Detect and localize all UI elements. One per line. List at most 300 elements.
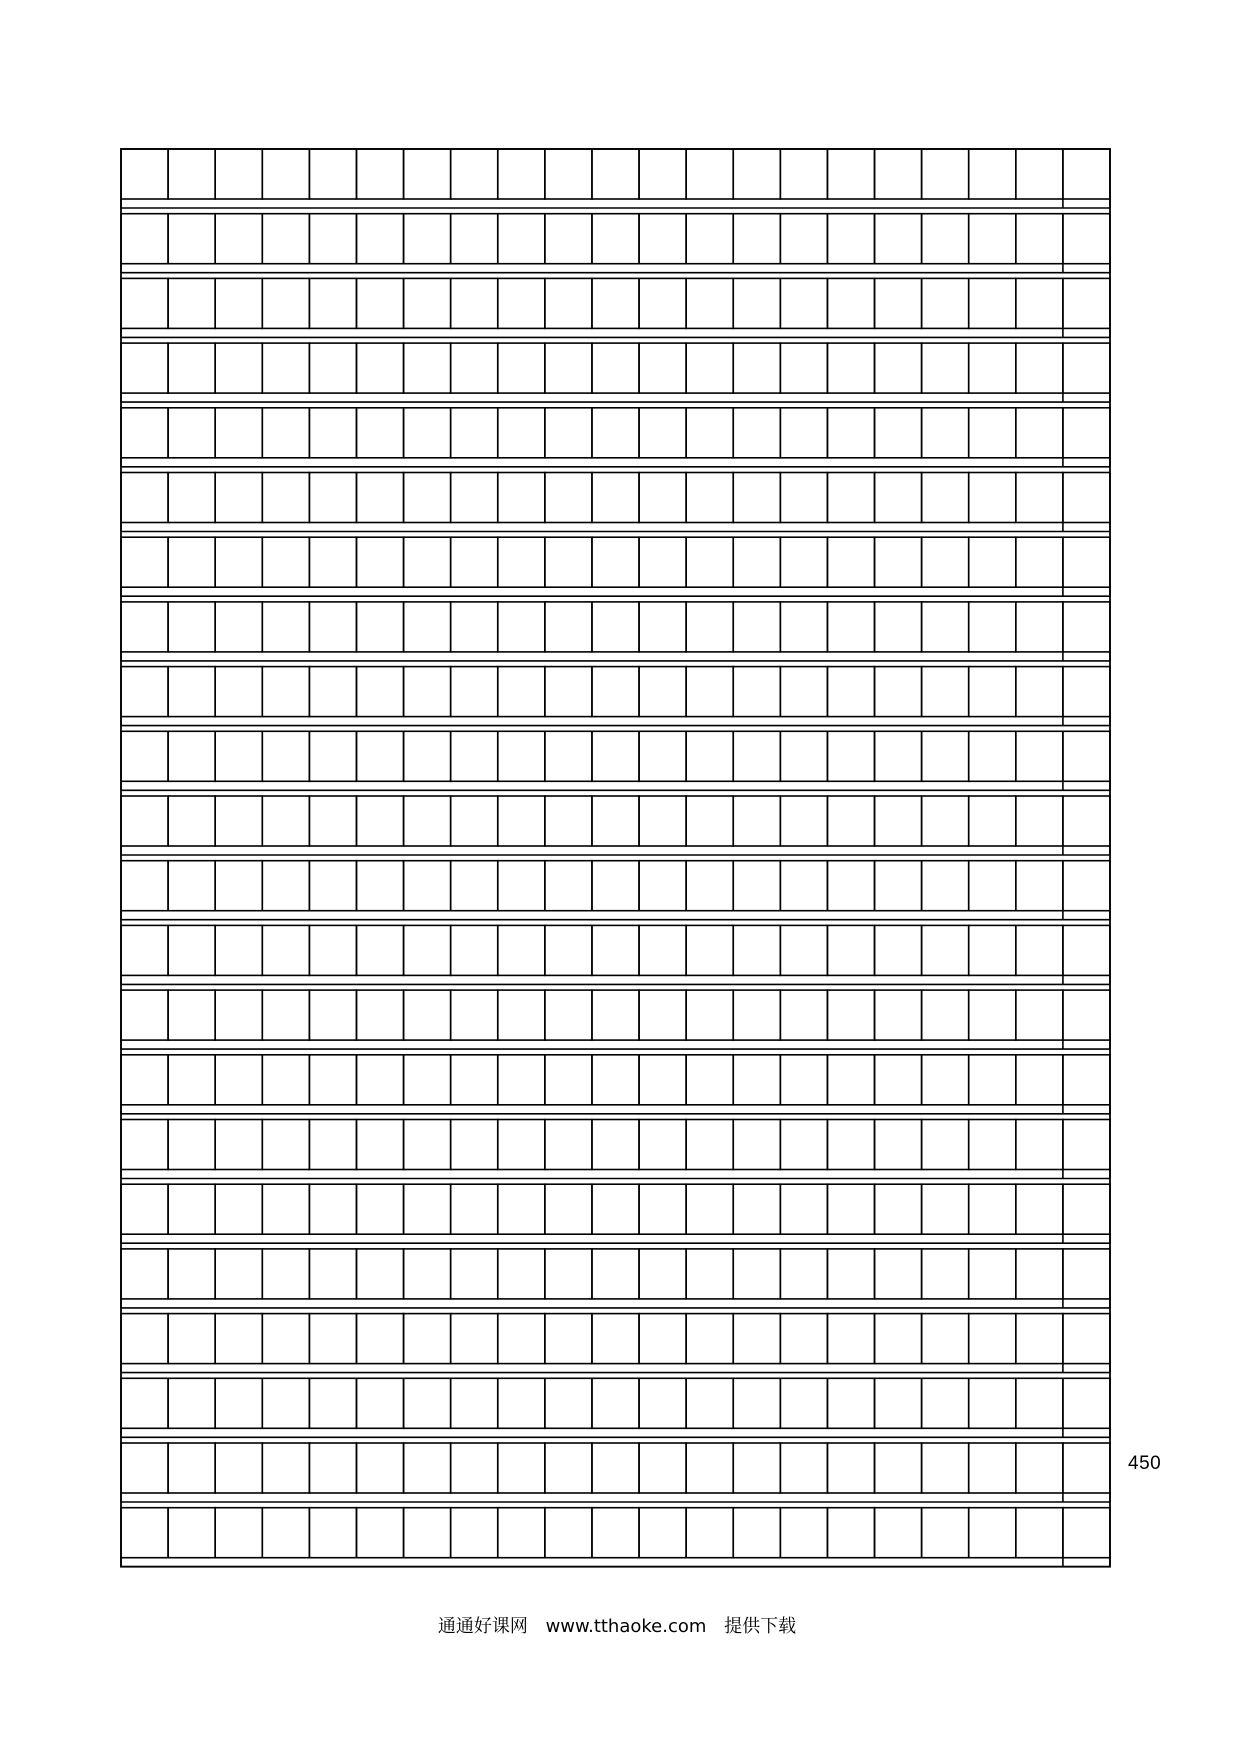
grid-cell[interactable] (733, 214, 780, 264)
grid-cell[interactable] (639, 796, 686, 846)
grid-cell[interactable] (592, 1055, 639, 1105)
grid-cell[interactable] (121, 1314, 168, 1364)
grid-cell[interactable] (969, 1184, 1016, 1234)
grid-cell[interactable] (592, 731, 639, 781)
grid-cell[interactable] (733, 1184, 780, 1234)
grid-cell[interactable] (639, 602, 686, 652)
grid-cell[interactable] (545, 278, 592, 328)
grid-cell[interactable] (121, 408, 168, 458)
grid-cell[interactable] (545, 731, 592, 781)
grid-cell[interactable] (545, 1055, 592, 1105)
grid-cell[interactable] (780, 1378, 827, 1428)
grid-cell[interactable] (1016, 473, 1063, 523)
grid-cell[interactable] (969, 214, 1016, 264)
grid-cell[interactable] (356, 602, 403, 652)
grid-cell[interactable] (969, 343, 1016, 393)
grid-cell[interactable] (262, 925, 309, 975)
grid-cell[interactable] (404, 473, 451, 523)
grid-cell[interactable] (356, 1055, 403, 1105)
grid-cell[interactable] (733, 1249, 780, 1299)
grid-cell[interactable] (1063, 925, 1110, 975)
grid-cell[interactable] (686, 1249, 733, 1299)
grid-cell[interactable] (780, 1508, 827, 1558)
grid-cell[interactable] (875, 667, 922, 717)
grid-cell[interactable] (922, 1184, 969, 1234)
grid-cell[interactable] (733, 1443, 780, 1493)
grid-cell[interactable] (545, 990, 592, 1040)
grid-cell[interactable] (875, 925, 922, 975)
grid-cell[interactable] (875, 408, 922, 458)
grid-cell[interactable] (121, 667, 168, 717)
grid-cell[interactable] (545, 537, 592, 587)
grid-cell[interactable] (827, 1314, 874, 1364)
grid-cell[interactable] (356, 861, 403, 911)
grid-cell[interactable] (969, 1443, 1016, 1493)
grid-cell[interactable] (404, 408, 451, 458)
grid-cell[interactable] (215, 1120, 262, 1170)
grid-cell[interactable] (404, 1314, 451, 1364)
grid-cell[interactable] (309, 214, 356, 264)
grid-cell[interactable] (121, 1249, 168, 1299)
grid-cell[interactable] (309, 731, 356, 781)
grid-cell[interactable] (922, 990, 969, 1040)
grid-cell[interactable] (827, 925, 874, 975)
grid-cell[interactable] (121, 278, 168, 328)
grid-cell[interactable] (639, 473, 686, 523)
grid-cell[interactable] (309, 602, 356, 652)
grid-cell[interactable] (404, 1508, 451, 1558)
grid-cell[interactable] (404, 1378, 451, 1428)
grid-cell[interactable] (969, 149, 1016, 199)
grid-cell[interactable] (121, 149, 168, 199)
grid-cell[interactable] (309, 537, 356, 587)
grid-cell[interactable] (1063, 1378, 1110, 1428)
grid-cell[interactable] (639, 537, 686, 587)
grid-cell[interactable] (1016, 1378, 1063, 1428)
grid-cell[interactable] (1063, 796, 1110, 846)
grid-cell[interactable] (1063, 1184, 1110, 1234)
grid-cell[interactable] (121, 1120, 168, 1170)
grid-cell[interactable] (639, 214, 686, 264)
grid-cell[interactable] (1063, 1508, 1110, 1558)
grid-cell[interactable] (1063, 1314, 1110, 1364)
grid-cell[interactable] (498, 925, 545, 975)
grid-cell[interactable] (309, 1120, 356, 1170)
grid-cell[interactable] (545, 1249, 592, 1299)
grid-cell[interactable] (451, 408, 498, 458)
grid-cell[interactable] (451, 667, 498, 717)
grid-cell[interactable] (262, 667, 309, 717)
grid-cell[interactable] (404, 214, 451, 264)
grid-cell[interactable] (498, 1508, 545, 1558)
grid-cell[interactable] (215, 149, 262, 199)
grid-cell[interactable] (827, 1120, 874, 1170)
grid-cell[interactable] (356, 1314, 403, 1364)
grid-cell[interactable] (451, 1249, 498, 1299)
grid-cell[interactable] (309, 667, 356, 717)
grid-cell[interactable] (545, 214, 592, 264)
grid-cell[interactable] (262, 1120, 309, 1170)
grid-cell[interactable] (1063, 1055, 1110, 1105)
grid-cell[interactable] (404, 990, 451, 1040)
grid-cell[interactable] (309, 1378, 356, 1428)
grid-cell[interactable] (356, 278, 403, 328)
grid-cell[interactable] (168, 473, 215, 523)
grid-cell[interactable] (592, 1378, 639, 1428)
grid-cell[interactable] (121, 343, 168, 393)
grid-cell[interactable] (686, 1443, 733, 1493)
grid-cell[interactable] (309, 278, 356, 328)
grid-cell[interactable] (309, 990, 356, 1040)
grid-cell[interactable] (262, 214, 309, 264)
grid-cell[interactable] (875, 343, 922, 393)
grid-cell[interactable] (639, 343, 686, 393)
grid-cell[interactable] (356, 731, 403, 781)
grid-cell[interactable] (780, 925, 827, 975)
grid-cell[interactable] (922, 602, 969, 652)
grid-cell[interactable] (875, 473, 922, 523)
grid-cell[interactable] (733, 602, 780, 652)
grid-cell[interactable] (969, 408, 1016, 458)
grid-cell[interactable] (215, 1378, 262, 1428)
grid-cell[interactable] (1016, 990, 1063, 1040)
grid-cell[interactable] (498, 990, 545, 1040)
grid-cell[interactable] (875, 1314, 922, 1364)
grid-cell[interactable] (356, 1184, 403, 1234)
grid-cell[interactable] (922, 796, 969, 846)
grid-cell[interactable] (733, 667, 780, 717)
grid-cell[interactable] (309, 925, 356, 975)
grid-cell[interactable] (592, 1249, 639, 1299)
grid-cell[interactable] (404, 1249, 451, 1299)
grid-cell[interactable] (168, 214, 215, 264)
grid-cell[interactable] (215, 602, 262, 652)
grid-cell[interactable] (827, 473, 874, 523)
grid-cell[interactable] (451, 1378, 498, 1428)
grid-cell[interactable] (592, 796, 639, 846)
grid-cell[interactable] (262, 537, 309, 587)
grid-cell[interactable] (545, 667, 592, 717)
grid-cell[interactable] (121, 796, 168, 846)
grid-cell[interactable] (262, 990, 309, 1040)
grid-cell[interactable] (545, 408, 592, 458)
grid-cell[interactable] (969, 1120, 1016, 1170)
grid-cell[interactable] (922, 1314, 969, 1364)
grid-cell[interactable] (922, 1055, 969, 1105)
grid-cell[interactable] (592, 343, 639, 393)
grid-cell[interactable] (356, 925, 403, 975)
grid-cell[interactable] (356, 473, 403, 523)
grid-cell[interactable] (1016, 343, 1063, 393)
grid-cell[interactable] (639, 1508, 686, 1558)
grid-cell[interactable] (875, 1249, 922, 1299)
grid-cell[interactable] (168, 1314, 215, 1364)
grid-cell[interactable] (827, 278, 874, 328)
grid-cell[interactable] (686, 343, 733, 393)
grid-cell[interactable] (215, 796, 262, 846)
grid-cell[interactable] (498, 861, 545, 911)
grid-cell[interactable] (827, 990, 874, 1040)
grid-cell[interactable] (451, 537, 498, 587)
grid-cell[interactable] (356, 1249, 403, 1299)
grid-cell[interactable] (498, 1184, 545, 1234)
grid-cell[interactable] (922, 1508, 969, 1558)
grid-cell[interactable] (686, 1120, 733, 1170)
grid-cell[interactable] (451, 1184, 498, 1234)
grid-cell[interactable] (309, 1508, 356, 1558)
grid-cell[interactable] (1016, 731, 1063, 781)
grid-cell[interactable] (121, 1443, 168, 1493)
grid-cell[interactable] (639, 278, 686, 328)
grid-cell[interactable] (827, 1443, 874, 1493)
grid-cell[interactable] (592, 861, 639, 911)
grid-cell[interactable] (451, 602, 498, 652)
grid-cell[interactable] (686, 925, 733, 975)
grid-cell[interactable] (875, 731, 922, 781)
grid-cell[interactable] (1016, 861, 1063, 911)
grid-cell[interactable] (309, 1055, 356, 1105)
grid-cell[interactable] (356, 1508, 403, 1558)
grid-cell[interactable] (215, 278, 262, 328)
grid-cell[interactable] (639, 1443, 686, 1493)
grid-cell[interactable] (215, 214, 262, 264)
grid-cell[interactable] (592, 214, 639, 264)
grid-cell[interactable] (262, 149, 309, 199)
grid-cell[interactable] (639, 925, 686, 975)
grid-cell[interactable] (592, 1508, 639, 1558)
grid-cell[interactable] (262, 343, 309, 393)
grid-cell[interactable] (686, 537, 733, 587)
grid-cell[interactable] (592, 149, 639, 199)
grid-cell[interactable] (168, 149, 215, 199)
grid-cell[interactable] (780, 1055, 827, 1105)
grid-cell[interactable] (922, 1443, 969, 1493)
grid-cell[interactable] (733, 149, 780, 199)
grid-cell[interactable] (404, 343, 451, 393)
grid-cell[interactable] (639, 731, 686, 781)
grid-cell[interactable] (1063, 602, 1110, 652)
grid-cell[interactable] (451, 1120, 498, 1170)
grid-cell[interactable] (1063, 214, 1110, 264)
grid-cell[interactable] (168, 537, 215, 587)
grid-cell[interactable] (733, 408, 780, 458)
grid-cell[interactable] (451, 149, 498, 199)
grid-cell[interactable] (686, 1378, 733, 1428)
grid-cell[interactable] (498, 1055, 545, 1105)
grid-cell[interactable] (404, 1120, 451, 1170)
grid-cell[interactable] (168, 602, 215, 652)
grid-cell[interactable] (922, 1378, 969, 1428)
grid-cell[interactable] (969, 1314, 1016, 1364)
grid-cell[interactable] (639, 149, 686, 199)
grid-cell[interactable] (827, 343, 874, 393)
grid-cell[interactable] (1016, 1508, 1063, 1558)
grid-cell[interactable] (121, 1508, 168, 1558)
grid-cell[interactable] (498, 602, 545, 652)
grid-cell[interactable] (969, 796, 1016, 846)
grid-cell[interactable] (592, 1314, 639, 1364)
grid-cell[interactable] (1016, 1184, 1063, 1234)
grid-cell[interactable] (545, 602, 592, 652)
grid-cell[interactable] (121, 602, 168, 652)
grid-cell[interactable] (262, 1314, 309, 1364)
grid-cell[interactable] (686, 1314, 733, 1364)
grid-cell[interactable] (827, 1184, 874, 1234)
grid-cell[interactable] (498, 537, 545, 587)
grid-cell[interactable] (404, 1055, 451, 1105)
grid-cell[interactable] (168, 1443, 215, 1493)
grid-cell[interactable] (545, 1314, 592, 1364)
grid-cell[interactable] (780, 861, 827, 911)
grid-cell[interactable] (875, 861, 922, 911)
grid-cell[interactable] (215, 667, 262, 717)
grid-cell[interactable] (780, 537, 827, 587)
grid-cell[interactable] (356, 214, 403, 264)
grid-cell[interactable] (451, 343, 498, 393)
grid-cell[interactable] (168, 408, 215, 458)
grid-cell[interactable] (592, 667, 639, 717)
grid-cell[interactable] (639, 1055, 686, 1105)
grid-cell[interactable] (215, 408, 262, 458)
grid-cell[interactable] (827, 602, 874, 652)
grid-cell[interactable] (969, 473, 1016, 523)
grid-cell[interactable] (309, 149, 356, 199)
grid-cell[interactable] (498, 796, 545, 846)
grid-cell[interactable] (404, 925, 451, 975)
grid-cell[interactable] (545, 149, 592, 199)
grid-cell[interactable] (356, 796, 403, 846)
grid-cell[interactable] (1063, 278, 1110, 328)
grid-cell[interactable] (969, 667, 1016, 717)
grid-cell[interactable] (639, 667, 686, 717)
grid-cell[interactable] (875, 1378, 922, 1428)
grid-cell[interactable] (922, 667, 969, 717)
grid-cell[interactable] (1063, 537, 1110, 587)
grid-cell[interactable] (545, 796, 592, 846)
grid-cell[interactable] (404, 537, 451, 587)
grid-cell[interactable] (639, 1120, 686, 1170)
grid-cell[interactable] (686, 1508, 733, 1558)
grid-cell[interactable] (121, 473, 168, 523)
grid-cell[interactable] (780, 1249, 827, 1299)
grid-cell[interactable] (922, 1249, 969, 1299)
grid-cell[interactable] (215, 861, 262, 911)
grid-cell[interactable] (875, 278, 922, 328)
grid-cell[interactable] (780, 990, 827, 1040)
grid-cell[interactable] (686, 667, 733, 717)
grid-cell[interactable] (875, 1184, 922, 1234)
grid-cell[interactable] (827, 667, 874, 717)
grid-cell[interactable] (969, 990, 1016, 1040)
grid-cell[interactable] (1016, 537, 1063, 587)
grid-cell[interactable] (215, 990, 262, 1040)
grid-cell[interactable] (262, 278, 309, 328)
grid-cell[interactable] (780, 473, 827, 523)
grid-cell[interactable] (733, 861, 780, 911)
grid-cell[interactable] (827, 1508, 874, 1558)
grid-cell[interactable] (686, 1184, 733, 1234)
grid-cell[interactable] (168, 343, 215, 393)
grid-cell[interactable] (451, 861, 498, 911)
grid-cell[interactable] (168, 1378, 215, 1428)
grid-cell[interactable] (922, 214, 969, 264)
grid-cell[interactable] (404, 1184, 451, 1234)
grid-cell[interactable] (827, 731, 874, 781)
grid-cell[interactable] (215, 1055, 262, 1105)
grid-cell[interactable] (1063, 1443, 1110, 1493)
grid-cell[interactable] (121, 1184, 168, 1234)
grid-cell[interactable] (733, 990, 780, 1040)
grid-cell[interactable] (1016, 278, 1063, 328)
grid-cell[interactable] (780, 796, 827, 846)
grid-cell[interactable] (168, 1508, 215, 1558)
grid-cell[interactable] (451, 278, 498, 328)
grid-cell[interactable] (780, 602, 827, 652)
grid-cell[interactable] (404, 1443, 451, 1493)
grid-cell[interactable] (1063, 343, 1110, 393)
grid-cell[interactable] (1063, 861, 1110, 911)
grid-cell[interactable] (121, 925, 168, 975)
grid-cell[interactable] (262, 731, 309, 781)
grid-cell[interactable] (451, 473, 498, 523)
grid-cell[interactable] (356, 667, 403, 717)
grid-cell[interactable] (780, 214, 827, 264)
grid-cell[interactable] (121, 214, 168, 264)
grid-cell[interactable] (498, 1249, 545, 1299)
grid-cell[interactable] (969, 861, 1016, 911)
grid-cell[interactable] (1016, 149, 1063, 199)
grid-cell[interactable] (686, 602, 733, 652)
grid-cell[interactable] (404, 149, 451, 199)
grid-cell[interactable] (780, 1443, 827, 1493)
grid-cell[interactable] (309, 473, 356, 523)
grid-cell[interactable] (639, 861, 686, 911)
grid-cell[interactable] (451, 731, 498, 781)
grid-cell[interactable] (215, 1508, 262, 1558)
grid-cell[interactable] (309, 861, 356, 911)
grid-cell[interactable] (498, 149, 545, 199)
grid-cell[interactable] (262, 1443, 309, 1493)
grid-cell[interactable] (733, 796, 780, 846)
grid-cell[interactable] (686, 796, 733, 846)
grid-cell[interactable] (309, 1443, 356, 1493)
grid-cell[interactable] (1016, 1249, 1063, 1299)
grid-cell[interactable] (875, 602, 922, 652)
grid-cell[interactable] (922, 343, 969, 393)
grid-cell[interactable] (592, 990, 639, 1040)
grid-cell[interactable] (451, 214, 498, 264)
grid-cell[interactable] (875, 537, 922, 587)
grid-cell[interactable] (309, 1314, 356, 1364)
grid-cell[interactable] (498, 667, 545, 717)
grid-cell[interactable] (827, 214, 874, 264)
grid-cell[interactable] (356, 343, 403, 393)
grid-cell[interactable] (498, 1378, 545, 1428)
grid-cell[interactable] (1063, 1120, 1110, 1170)
grid-cell[interactable] (592, 602, 639, 652)
grid-cell[interactable] (922, 149, 969, 199)
grid-cell[interactable] (827, 1378, 874, 1428)
grid-cell[interactable] (168, 1055, 215, 1105)
grid-cell[interactable] (686, 861, 733, 911)
grid-cell[interactable] (1063, 990, 1110, 1040)
grid-cell[interactable] (262, 796, 309, 846)
grid-cell[interactable] (686, 408, 733, 458)
grid-cell[interactable] (121, 731, 168, 781)
grid-cell[interactable] (875, 1055, 922, 1105)
grid-cell[interactable] (875, 796, 922, 846)
grid-cell[interactable] (827, 537, 874, 587)
